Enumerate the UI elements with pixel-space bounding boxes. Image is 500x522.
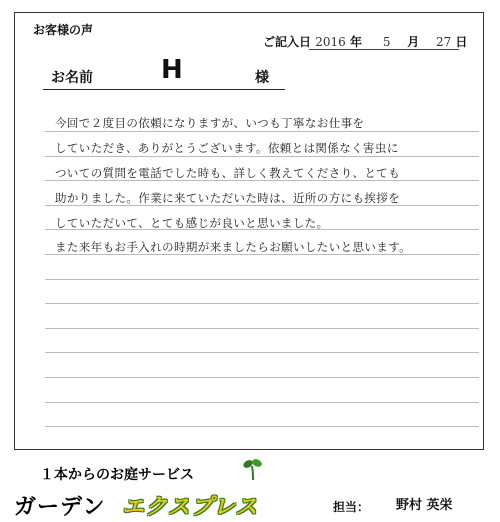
ruled-line (45, 377, 479, 378)
footer (0, 452, 500, 522)
comment-line: 今回で２度目の依頼になりますが、いつも丁寧なお仕事を (55, 116, 365, 130)
date-label: ご記入日 (263, 35, 312, 49)
name-label: お名前 (51, 70, 93, 86)
ruled-line (45, 352, 479, 353)
ruled-line (45, 303, 479, 304)
ruled-line (45, 402, 479, 403)
leaf-icon (240, 456, 266, 482)
staff-name: 野村 英栄 (396, 498, 453, 513)
customer-name: H (161, 55, 183, 85)
ruled-line (45, 426, 479, 427)
name-suffix: 様 (255, 70, 269, 86)
feedback-form (14, 12, 484, 450)
date-year: 2016 (315, 35, 346, 49)
brand-logo-main: ガーデン (14, 495, 106, 520)
comment-line: していただいて、とても感じが良いと思いました。 (55, 216, 329, 230)
comment-line: ついての質問を電話でした時も、詳しく教えてくださり、とても (55, 166, 401, 180)
name-underline (43, 89, 285, 90)
ruled-line (45, 279, 479, 280)
comment-line: していただき、ありがとうございます。依頼とは関係なく害虫に (55, 141, 399, 155)
date-month: 5 (382, 35, 391, 49)
entry-date (263, 33, 467, 50)
service-tagline: １本からのお庭サービス (40, 467, 194, 483)
date-underline (309, 49, 459, 50)
form-title: お客様の声 (33, 23, 94, 37)
comment-line: また来年もお手入れの時期が来ましたらお願いしたいと思います。 (55, 240, 412, 254)
brand-logo-accent: エクスプレス (122, 495, 259, 520)
date-day: 27 (435, 35, 452, 49)
ruled-line (45, 328, 479, 329)
ruled-line (45, 131, 479, 132)
date-month-unit: 月 (407, 35, 420, 49)
date-day-unit: 日 (455, 35, 468, 49)
comment-line: 助かりました。作業に来ていただいた時は、近所の方にも挨拶を (55, 191, 401, 205)
staff-label: 担当： (333, 500, 370, 514)
date-year-unit: 年 (349, 35, 362, 49)
